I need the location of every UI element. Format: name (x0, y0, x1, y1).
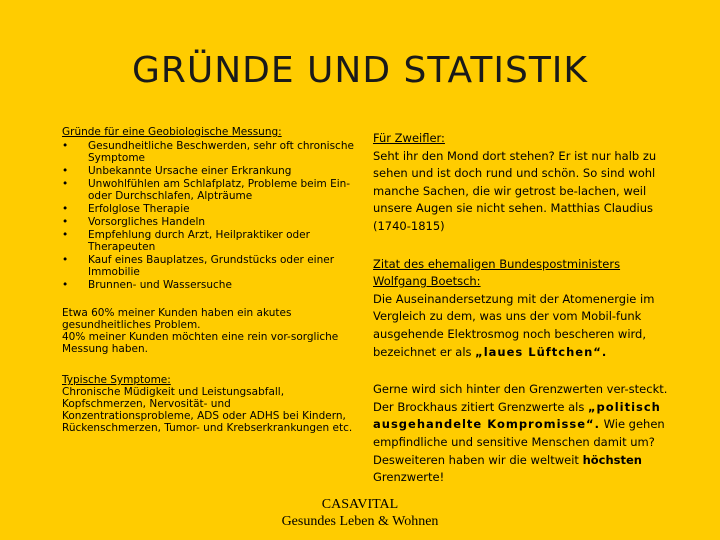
brand-tagline: Gesundes Leben & Wohnen (281, 514, 439, 529)
list-item (62, 229, 362, 253)
quote-paragraph (373, 256, 673, 362)
bullet-icon: • (62, 279, 69, 291)
list-item (62, 165, 362, 177)
symptoms-heading: Typische Symptome: (62, 374, 171, 386)
reasons-list (62, 140, 362, 291)
reasons-heading: Gründe für eine Geobiologische Messung: (62, 126, 282, 138)
reason-text: Brunnen- und Wassersuche (88, 279, 232, 291)
reason-text: Erfolglose Therapie (88, 203, 190, 215)
list-item (62, 140, 362, 164)
reason-text: Empfehlung durch Arzt, Heilpraktiker oder Therapeuten (88, 229, 310, 253)
page-title: GRÜNDE UND STATISTIK (131, 50, 589, 91)
footer (0, 496, 720, 530)
bullet-icon: • (62, 229, 69, 241)
right-column (373, 130, 673, 487)
statistic-acute: Etwa 60% meiner Kunden haben ein akutes gesundheitliches Problem. (62, 307, 292, 331)
quote-text: Die Auseinandersetzung mit der Atomenergie im Vergleich zu dem, was uns der vom Mobil-funk ausgehende Elektrosmog noch bescheren wird, bezeichnet er als (373, 291, 655, 359)
bullet-icon: • (62, 203, 69, 215)
left-column (62, 126, 362, 434)
list-item (62, 178, 362, 202)
reason-text: Kauf eines Bauplatzes, Grundstücks oder einer Immobilie (88, 254, 335, 278)
symptoms-paragraph (62, 374, 362, 434)
brand-name: CASAVITAL (321, 497, 399, 512)
list-item (62, 216, 362, 228)
reason-text: Vorsorgliches Handeln (88, 216, 206, 228)
reason-text: Gesundheitliche Beschwerden, sehr oft chronische Symptome (88, 140, 354, 164)
reason-text: Unbekannte Ursache einer Erkrankung (88, 165, 292, 177)
doubters-paragraph (373, 130, 673, 236)
limits-text-1: Gerne wird sich hinter den Grenzwerten ver-steckt. Der Brockhaus zitiert Grenzwerte als (373, 382, 668, 414)
statistics-paragraph (62, 307, 362, 355)
quote-emphasis: „laues Lüftchen“. (475, 344, 608, 359)
statistic-preventive: 40% meiner Kunden möchten eine rein vor-sorgliche Messung haben. (62, 331, 339, 355)
limits-text-3: Grenzwerte! (373, 470, 445, 485)
list-item (62, 203, 362, 215)
limits-text-2: Wie gehen empfindliche und sensitive Menschen damit um? Desweiteren haben wir die weltweit (373, 417, 665, 467)
limits-emphasis: „politisch ausgehandelte Kompromisse“. (373, 399, 661, 432)
bullet-icon: • (62, 140, 69, 152)
bullet-icon: • (62, 254, 69, 266)
bullet-icon: • (62, 165, 69, 177)
list-item (62, 254, 362, 278)
symptoms-text: Chronische Müdigkeit und Leistungsabfall, Kopfschmerzen, Nervosität- und Konzentrationsprobleme, ADS oder ADHS bei Kindern, Rückenschmerzen, Tumor- und Krebserkrankungen etc. (62, 386, 353, 434)
bullet-icon: • (62, 216, 69, 228)
reason-text: Unwohlfühlen am Schlafplatz, Probleme beim Ein- oder Durchschlafen, Alpträume (88, 178, 351, 202)
doubters-heading: Für Zweifler: (373, 131, 445, 145)
quote-heading: Zitat des ehemaligen Bundespostministers Wolfgang Boetsch: (373, 256, 621, 289)
limits-bold: höchsten (582, 452, 642, 467)
list-item (62, 279, 362, 291)
limits-paragraph (373, 381, 673, 487)
doubters-text: Seht ihr den Mond dort stehen? Er ist nur halb zu sehen und ist doch rund und schön. So sind wohl manche Sachen, die wir getrost be-lachen, weil unsere Augen sie nicht sehen. Matthias Claudius (1740-1815) (373, 148, 657, 233)
bullet-icon: • (62, 178, 69, 190)
